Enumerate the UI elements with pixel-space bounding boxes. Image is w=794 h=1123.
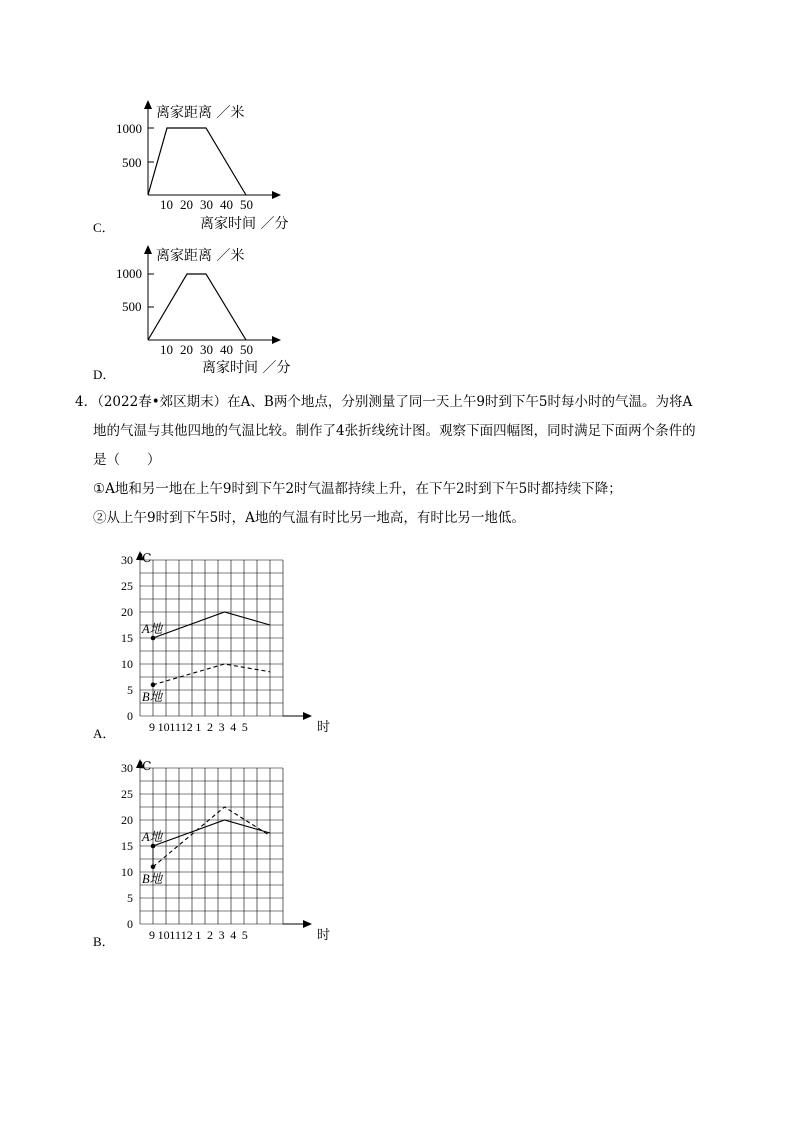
- x-tick-1: 1: [195, 928, 202, 942]
- option-d-chart: [100, 240, 320, 380]
- x-axis-label: 离家时间 ／分: [202, 360, 291, 376]
- option-a-chart: [110, 548, 331, 740]
- y-tick-30: 30: [121, 761, 133, 775]
- option-a-label[interactable]: A．: [93, 726, 116, 741]
- x-tick-9: 9: [149, 928, 155, 942]
- x-tick-4: 4: [230, 928, 237, 942]
- y-axis-label: 离家距离 ／米: [156, 248, 245, 264]
- x-tick-3: 3: [218, 720, 225, 734]
- x-tick-4: 4: [230, 720, 237, 734]
- y-tick-1000: 1000: [116, 266, 142, 281]
- x-tick-3: 3: [218, 928, 225, 942]
- x-tick-2: 2: [207, 928, 213, 942]
- condition-2: ②从上午9时到下午5时，A地的气温有时比另一地高，有时比另一地低。: [93, 510, 525, 526]
- question-stem-1: 在A、B两个地点，分别测量了同一天上午9时到下午5时每小时的气温。为将A: [227, 394, 693, 410]
- x-tick-10: 10: [160, 342, 173, 357]
- question-4-line-2: 地的气温与其他四地的气温比较。制作了4张折线统计图。观察下面四幅图，同时满足下面两个条件的: [93, 423, 696, 439]
- y-tick-500: 500: [122, 299, 142, 314]
- x-axis-arrow: [272, 336, 281, 344]
- x-tick-40: 40: [220, 342, 233, 357]
- option-b-chart: [110, 756, 331, 948]
- question-4: [75, 388, 735, 533]
- option-c-chart: [100, 95, 320, 235]
- y-tick-500: 500: [122, 155, 142, 170]
- y-tick-10: 10: [121, 657, 133, 671]
- x-tick-5: 5: [241, 720, 248, 734]
- x-tick-50: 50: [240, 342, 253, 357]
- option-b-label[interactable]: B．: [93, 934, 115, 949]
- y-tick-5: 5: [127, 683, 133, 697]
- series-label-b: B地: [142, 871, 163, 886]
- x-tick-5: 5: [241, 928, 248, 942]
- x-unit-label: 时: [317, 720, 331, 735]
- question-source: （2022春•郊区期末）: [97, 394, 228, 410]
- x-axis-arrow: [303, 920, 312, 928]
- x-axis-arrow: [303, 712, 312, 720]
- x-tick-10: 10: [157, 720, 170, 734]
- x-tick-30: 30: [200, 197, 213, 212]
- question-number: 4．: [75, 394, 98, 410]
- y-tick-15: 15: [121, 839, 133, 853]
- y-unit-label: ℃: [138, 759, 152, 773]
- x-axis-label: 离家时间 ／分: [200, 216, 289, 232]
- x-tick-40: 40: [220, 197, 233, 212]
- y-tick-20: 20: [121, 813, 133, 827]
- option-c-label[interactable]: C．: [93, 220, 115, 235]
- x-tick-11: 11: [169, 928, 181, 942]
- x-axis-arrow: [272, 191, 281, 199]
- x-tick-11: 11: [169, 720, 181, 734]
- y-tick-15: 15: [121, 631, 133, 645]
- x-tick-10: 10: [160, 197, 173, 212]
- y-tick-0: 0: [127, 917, 133, 931]
- series-start-point-b: [151, 683, 156, 688]
- y-tick-25: 25: [121, 579, 133, 593]
- question-4-line-1: [75, 388, 735, 417]
- x-tick-9: 9: [149, 720, 155, 734]
- series-label-b: B地: [142, 689, 163, 704]
- x-tick-50: 50: [240, 197, 253, 212]
- y-tick-30: 30: [121, 553, 133, 567]
- option-d-label[interactable]: D．: [93, 367, 116, 382]
- y-axis-arrow: [144, 245, 152, 254]
- series-line-b: [153, 664, 270, 685]
- y-tick-5: 5: [127, 891, 133, 905]
- condition-1: ①A地和另一地在上午9时到下午2时气温都持续上升，在下午2时到下午5时都持续下降；: [93, 481, 622, 497]
- y-tick-1000: 1000: [116, 121, 142, 136]
- y-tick-20: 20: [121, 605, 133, 619]
- series-start-point-a: [151, 636, 156, 641]
- x-tick-30: 30: [200, 342, 213, 357]
- y-axis-label: 离家距离 ／米: [156, 105, 245, 121]
- y-tick-0: 0: [127, 709, 133, 723]
- series-label-a: A地: [142, 830, 163, 844]
- x-tick-20: 20: [180, 342, 193, 357]
- x-tick-10: 10: [157, 928, 170, 942]
- y-tick-10: 10: [121, 865, 133, 879]
- y-axis-arrow: [144, 100, 152, 109]
- x-tick-1: 1: [195, 720, 202, 734]
- x-tick-20: 20: [180, 197, 193, 212]
- x-tick-2: 2: [207, 720, 213, 734]
- y-unit-label: ℃: [138, 551, 152, 565]
- x-tick-12: 12: [180, 720, 193, 734]
- distance-line: [148, 128, 246, 195]
- series-label-a: A地: [142, 622, 163, 636]
- x-tick-12: 12: [180, 928, 193, 942]
- distance-line: [148, 274, 246, 340]
- series-line-b: [153, 807, 270, 867]
- question-4-line-3: 是（ ）: [93, 452, 161, 468]
- x-unit-label: 时: [317, 928, 331, 943]
- y-tick-25: 25: [121, 787, 133, 801]
